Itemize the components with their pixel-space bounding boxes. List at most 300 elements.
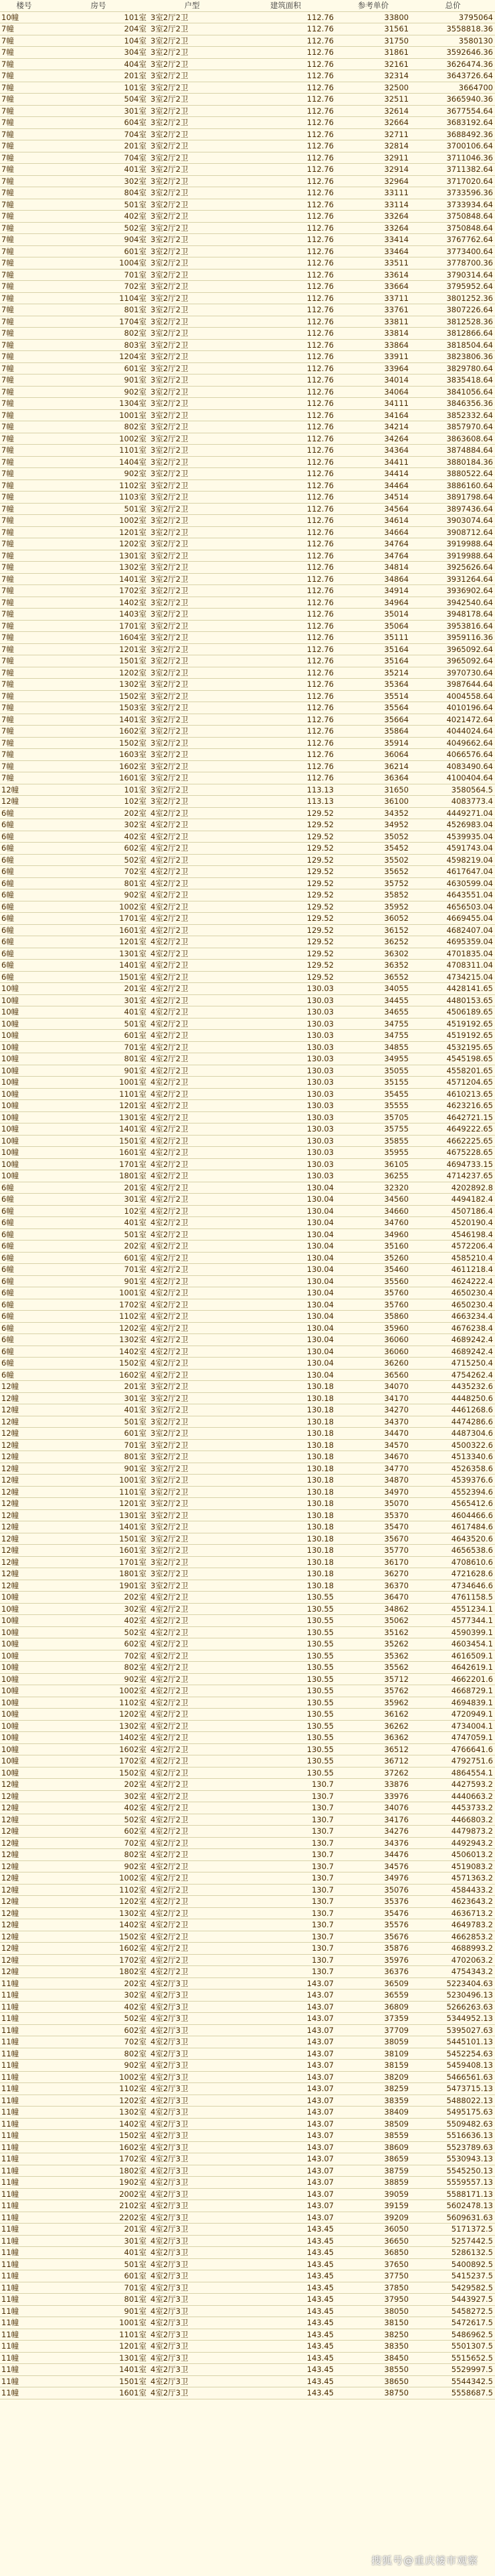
layout-cell: 4室2厅3卫 — [148, 2329, 235, 2341]
layout-cell: 4室2厅2卫 — [148, 1228, 235, 1241]
area-cell: 112.76 — [235, 281, 336, 293]
room-cell: 2102室 — [48, 2200, 148, 2212]
unit-price-cell: 34264 — [336, 433, 411, 445]
layout-cell: 3室2厅2卫 — [148, 304, 235, 316]
total-price-cell: 5515652.5 — [411, 2352, 495, 2364]
table-row — [0, 2352, 495, 2364]
room-cell: 1702室 — [48, 1755, 148, 1767]
table-row — [0, 983, 495, 995]
total-price-cell: 3818504.64 — [411, 339, 495, 351]
building-cell: 7幢 — [0, 386, 48, 398]
area-cell: 130.04 — [235, 1217, 336, 1229]
building-cell: 6幢 — [0, 924, 48, 936]
building-cell: 6幢 — [0, 877, 48, 889]
unit-price-cell: 36552 — [336, 971, 411, 983]
building-cell: 7幢 — [0, 245, 48, 257]
table-row — [0, 82, 495, 94]
building-cell: 7幢 — [0, 492, 48, 504]
layout-cell: 4室2厅2卫 — [148, 1732, 235, 1744]
layout-cell: 3室2厅2卫 — [148, 468, 235, 480]
area-cell: 130.04 — [235, 1275, 336, 1287]
unit-price-cell: 35576 — [336, 1919, 411, 1931]
table-row — [0, 2270, 495, 2282]
room-cell: 1301室 — [48, 2352, 148, 2364]
total-price-cell: 3733596.36 — [411, 187, 495, 199]
layout-cell: 3室2厅2卫 — [148, 714, 235, 726]
area-cell: 130.03 — [235, 1065, 336, 1077]
room-cell: 1002室 — [48, 901, 148, 913]
room-cell: 402室 — [48, 211, 148, 223]
unit-price-cell: 36470 — [336, 1592, 411, 1604]
building-cell: 10幢 — [0, 1077, 48, 1089]
total-price-cell: 4630599.04 — [411, 877, 495, 889]
total-price-cell: 4668729.1 — [411, 1685, 495, 1697]
building-cell: 11幢 — [0, 2387, 48, 2399]
total-price-cell: 4714237.65 — [411, 1170, 495, 1182]
area-cell: 129.52 — [235, 807, 336, 819]
area-cell: 143.07 — [235, 2141, 336, 2153]
room-cell: 1302室 — [48, 679, 148, 691]
layout-cell: 4室2厅3卫 — [148, 2305, 235, 2317]
building-cell: 7幢 — [0, 421, 48, 433]
layout-cell: 3室2厅2卫 — [148, 94, 235, 106]
unit-price-cell: 35214 — [336, 667, 411, 679]
room-cell: 301室 — [48, 994, 148, 1006]
building-cell: 12幢 — [0, 796, 48, 808]
layout-cell: 4室2厅2卫 — [148, 1919, 235, 1931]
unit-price-cell: 35670 — [336, 1533, 411, 1545]
layout-cell: 3室2厅2卫 — [148, 339, 235, 351]
room-cell: 602室 — [48, 2024, 148, 2036]
area-cell: 130.55 — [235, 1767, 336, 1779]
room-cell: 2202室 — [48, 2212, 148, 2224]
room-cell: 902室 — [48, 468, 148, 480]
total-price-cell: 4766641.6 — [411, 1743, 495, 1755]
area-cell: 130.04 — [235, 1264, 336, 1276]
area-cell: 130.04 — [235, 1252, 336, 1264]
area-cell: 112.76 — [235, 398, 336, 410]
building-cell: 12幢 — [0, 1545, 48, 1557]
total-price-cell: 5223404.63 — [411, 1977, 495, 1990]
total-price-cell: 4506189.65 — [411, 1006, 495, 1018]
total-price-cell: 4708610.6 — [411, 1556, 495, 1568]
area-cell: 130.03 — [235, 1030, 336, 1042]
area-cell: 130.7 — [235, 1814, 336, 1826]
room-cell: 1502室 — [48, 1767, 148, 1779]
unit-price-cell: 32500 — [336, 82, 411, 94]
area-cell: 130.04 — [235, 1194, 336, 1206]
area-cell: 130.55 — [235, 1720, 336, 1732]
building-cell: 12幢 — [0, 1580, 48, 1592]
table-row — [0, 655, 495, 667]
table-row — [0, 1685, 495, 1697]
layout-cell: 3室2厅2卫 — [148, 492, 235, 504]
building-cell: 6幢 — [0, 1287, 48, 1299]
room-cell: 1302室 — [48, 2107, 148, 2119]
unit-price-cell: 36214 — [336, 760, 411, 772]
unit-price-cell: 35262 — [336, 1638, 411, 1650]
room-cell: 1402室 — [48, 597, 148, 609]
unit-price-cell: 36850 — [336, 2247, 411, 2259]
table-row — [0, 1463, 495, 1475]
building-cell: 11幢 — [0, 2118, 48, 2130]
building-cell: 7幢 — [0, 58, 48, 70]
total-price-cell: 5488022.13 — [411, 2095, 495, 2107]
area-cell: 130.18 — [235, 1498, 336, 1510]
area-cell: 130.55 — [235, 1743, 336, 1755]
layout-cell: 3室2厅2卫 — [148, 1416, 235, 1428]
room-cell: 2002室 — [48, 2188, 148, 2200]
building-cell: 12幢 — [0, 1802, 48, 1814]
area-cell: 112.76 — [235, 328, 336, 340]
room-cell: 1602室 — [48, 726, 148, 738]
unit-price-cell: 32314 — [336, 70, 411, 82]
table-row — [0, 1545, 495, 1557]
unit-price-cell: 36302 — [336, 948, 411, 960]
total-price-cell: 5609631.63 — [411, 2212, 495, 2224]
room-cell: 902室 — [48, 889, 148, 901]
unit-price-cell: 35760 — [336, 1299, 411, 1311]
unit-price-cell: 36712 — [336, 1755, 411, 1767]
unit-price-cell: 36512 — [336, 1743, 411, 1755]
room-cell: 104室 — [48, 35, 148, 47]
room-cell: 1202室 — [48, 2095, 148, 2107]
area-cell: 143.07 — [235, 2083, 336, 2095]
table-row — [0, 362, 495, 374]
layout-cell: 3室2厅2卫 — [148, 117, 235, 129]
unit-price-cell: 33811 — [336, 316, 411, 328]
header-row — [0, 0, 495, 11]
unit-price-cell: 36162 — [336, 1709, 411, 1721]
total-price-cell: 5230496.13 — [411, 1990, 495, 2002]
total-price-cell: 3891798.64 — [411, 492, 495, 504]
unit-price-cell: 32511 — [336, 94, 411, 106]
unit-price-cell: 37850 — [336, 2282, 411, 2294]
table-row — [0, 2224, 495, 2236]
layout-cell: 4室2厅2卫 — [148, 1743, 235, 1755]
room-cell: 501室 — [48, 503, 148, 515]
unit-price-cell: 34411 — [336, 456, 411, 468]
layout-cell: 4室2厅3卫 — [148, 2141, 235, 2153]
layout-cell: 4室2厅2卫 — [148, 924, 235, 936]
area-cell: 112.76 — [235, 679, 336, 691]
area-cell: 129.52 — [235, 831, 336, 843]
layout-cell: 4室2厅2卫 — [148, 1311, 235, 1323]
unit-price-cell: 35064 — [336, 620, 411, 632]
unit-price-cell: 38109 — [336, 2048, 411, 2060]
room-cell: 1202室 — [48, 1896, 148, 1908]
area-cell: 112.76 — [235, 362, 336, 374]
header-area: 建筑面积 — [235, 0, 336, 11]
room-cell: 1602室 — [48, 2141, 148, 2153]
table-row — [0, 1475, 495, 1487]
total-price-cell: 4662201.6 — [411, 1673, 495, 1685]
building-cell: 12幢 — [0, 1498, 48, 1510]
unit-price-cell: 34164 — [336, 409, 411, 421]
layout-cell: 3室2厅2卫 — [148, 784, 235, 796]
layout-cell: 4室2厅2卫 — [148, 1592, 235, 1604]
layout-cell: 4室2厅3卫 — [148, 2375, 235, 2387]
total-price-cell: 4650230.4 — [411, 1287, 495, 1299]
total-price-cell: 5530943.13 — [411, 2153, 495, 2165]
table-row — [0, 1837, 495, 1849]
unit-price-cell: 35762 — [336, 1685, 411, 1697]
room-cell: 1702室 — [48, 585, 148, 597]
unit-price-cell: 38750 — [336, 2387, 411, 2399]
layout-cell: 3室2厅2卫 — [148, 726, 235, 738]
unit-price-cell: 35652 — [336, 866, 411, 878]
layout-cell: 4室2厅2卫 — [148, 1720, 235, 1732]
header-layout: 户型 — [148, 0, 235, 11]
table-row — [0, 1123, 495, 1136]
room-cell: 902室 — [48, 1673, 148, 1685]
layout-cell: 4室2厅3卫 — [148, 2095, 235, 2107]
table-row — [0, 152, 495, 164]
building-cell: 7幢 — [0, 351, 48, 363]
building-cell: 6幢 — [0, 901, 48, 913]
building-cell: 7幢 — [0, 433, 48, 445]
layout-cell: 3室2厅2卫 — [148, 421, 235, 433]
layout-cell: 3室2厅2卫 — [148, 105, 235, 117]
layout-cell: 4室2厅3卫 — [148, 2153, 235, 2165]
room-cell: 1102室 — [48, 479, 148, 492]
unit-price-cell: 32814 — [336, 140, 411, 152]
room-cell: 604室 — [48, 117, 148, 129]
total-price-cell: 4734004.1 — [411, 1720, 495, 1732]
unit-price-cell: 35514 — [336, 690, 411, 702]
room-cell: 802室 — [48, 421, 148, 433]
area-cell: 129.52 — [235, 948, 336, 960]
layout-cell: 4室2厅2卫 — [148, 1662, 235, 1674]
building-cell: 6幢 — [0, 971, 48, 983]
total-price-cell: 4643551.04 — [411, 889, 495, 901]
area-cell: 143.07 — [235, 1977, 336, 1990]
unit-price-cell: 34862 — [336, 1603, 411, 1615]
room-cell: 1401室 — [48, 1521, 148, 1533]
room-cell: 1101室 — [48, 1088, 148, 1100]
area-cell: 112.76 — [235, 35, 336, 47]
building-cell: 11幢 — [0, 2177, 48, 2189]
unit-price-cell: 34076 — [336, 1802, 411, 1814]
building-cell: 6幢 — [0, 1182, 48, 1194]
layout-cell: 4室2厅2卫 — [148, 960, 235, 972]
area-cell: 112.76 — [235, 526, 336, 538]
area-cell: 143.45 — [235, 2375, 336, 2387]
building-cell: 7幢 — [0, 597, 48, 609]
room-cell: 401室 — [48, 1006, 148, 1018]
layout-cell: 4室2厅2卫 — [148, 877, 235, 889]
total-price-cell: 3959116.36 — [411, 632, 495, 644]
area-cell: 130.7 — [235, 1943, 336, 1955]
area-cell: 130.7 — [235, 1907, 336, 1919]
building-cell: 10幢 — [0, 1615, 48, 1627]
room-cell: 1501室 — [48, 1135, 148, 1147]
table-row — [0, 936, 495, 948]
room-cell: 404室 — [48, 58, 148, 70]
area-cell: 130.18 — [235, 1416, 336, 1428]
building-cell: 12幢 — [0, 1814, 48, 1826]
unit-price-cell: 37950 — [336, 2294, 411, 2306]
area-cell: 130.03 — [235, 1041, 336, 1053]
table-row — [0, 515, 495, 527]
area-cell: 112.76 — [235, 128, 336, 140]
layout-cell: 3室2厅2卫 — [148, 573, 235, 585]
building-cell: 10幢 — [0, 994, 48, 1006]
table-row — [0, 971, 495, 983]
total-price-cell: 4610213.65 — [411, 1088, 495, 1100]
layout-cell: 4室2厅2卫 — [148, 1006, 235, 1018]
layout-cell: 3室2厅2卫 — [148, 351, 235, 363]
layout-cell: 4室2厅3卫 — [148, 2247, 235, 2259]
room-cell: 1102室 — [48, 1697, 148, 1709]
total-price-cell: 4506013.2 — [411, 1849, 495, 1861]
unit-price-cell: 34764 — [336, 550, 411, 562]
table-row — [0, 679, 495, 691]
room-cell: 1401室 — [48, 960, 148, 972]
table-row — [0, 1826, 495, 1838]
unit-price-cell: 34855 — [336, 1041, 411, 1053]
building-cell: 7幢 — [0, 140, 48, 152]
building-cell: 11幢 — [0, 2294, 48, 2306]
total-price-cell: 3683192.64 — [411, 117, 495, 129]
room-cell: 204室 — [48, 23, 148, 35]
area-cell: 143.45 — [235, 2387, 336, 2399]
layout-cell: 3室2厅2卫 — [148, 292, 235, 304]
unit-price-cell: 34755 — [336, 1030, 411, 1042]
table-row — [0, 585, 495, 597]
room-cell: 302室 — [48, 1603, 148, 1615]
room-cell: 504室 — [48, 94, 148, 106]
unit-price-cell: 38659 — [336, 2153, 411, 2165]
layout-cell: 3室2厅2卫 — [148, 1463, 235, 1475]
layout-cell: 4室2厅3卫 — [148, 2317, 235, 2329]
total-price-cell: 5545250.13 — [411, 2165, 495, 2177]
unit-price-cell: 35362 — [336, 1650, 411, 1662]
layout-cell: 4室2厅3卫 — [148, 2258, 235, 2270]
room-cell: 1002室 — [48, 1872, 148, 1885]
unit-price-cell: 32711 — [336, 128, 411, 140]
room-cell: 1301室 — [48, 550, 148, 562]
unit-price-cell: 36262 — [336, 1720, 411, 1732]
total-price-cell: 4466803.2 — [411, 1814, 495, 1826]
building-cell: 11幢 — [0, 2305, 48, 2317]
total-price-cell: 4649222.65 — [411, 1123, 495, 1136]
building-cell: 12幢 — [0, 1533, 48, 1545]
building-cell: 7幢 — [0, 445, 48, 457]
building-cell: 11幢 — [0, 1977, 48, 1990]
area-cell: 130.04 — [235, 1369, 336, 1381]
layout-cell: 4室2厅3卫 — [148, 2282, 235, 2294]
building-cell: 11幢 — [0, 2270, 48, 2282]
table-row — [0, 1849, 495, 1861]
unit-price-cell: 38159 — [336, 2060, 411, 2072]
area-cell: 112.76 — [235, 550, 336, 562]
building-cell: 12幢 — [0, 1392, 48, 1404]
building-cell: 7幢 — [0, 164, 48, 176]
layout-cell: 3室2厅2卫 — [148, 1486, 235, 1498]
unit-price-cell: 32914 — [336, 164, 411, 176]
building-cell: 7幢 — [0, 503, 48, 515]
room-cell: 701室 — [48, 1439, 148, 1451]
layout-cell: 4室2厅2卫 — [148, 1954, 235, 1966]
room-cell: 1304室 — [48, 398, 148, 410]
unit-price-cell: 35502 — [336, 854, 411, 866]
total-price-cell: 3880522.64 — [411, 468, 495, 480]
total-price-cell: 5171372.5 — [411, 2224, 495, 2236]
area-cell: 143.07 — [235, 2153, 336, 2165]
layout-cell: 4室2厅2卫 — [148, 1147, 235, 1159]
building-cell: 12幢 — [0, 1849, 48, 1861]
layout-cell: 4室2厅3卫 — [148, 2036, 235, 2048]
room-cell: 601室 — [48, 1252, 148, 1264]
room-cell: 802室 — [48, 328, 148, 340]
building-cell: 6幢 — [0, 1369, 48, 1381]
total-price-cell: 5257442.5 — [411, 2235, 495, 2247]
room-cell: 901室 — [48, 1275, 148, 1287]
layout-cell: 4室2厅2卫 — [148, 1837, 235, 1849]
table-row — [0, 1884, 495, 1896]
table-row — [0, 1943, 495, 1955]
building-cell: 10幢 — [0, 1170, 48, 1182]
table-row — [0, 1626, 495, 1638]
room-cell: 1602室 — [48, 760, 148, 772]
table-row — [0, 1439, 495, 1451]
room-cell: 1602室 — [48, 1369, 148, 1381]
area-cell: 112.76 — [235, 690, 336, 702]
building-cell: 6幢 — [0, 960, 48, 972]
building-cell: 12幢 — [0, 1521, 48, 1533]
area-cell: 130.18 — [235, 1475, 336, 1487]
building-cell: 11幢 — [0, 2282, 48, 2294]
total-price-cell: 3835418.64 — [411, 374, 495, 387]
total-price-cell: 3880184.36 — [411, 456, 495, 468]
building-cell: 10幢 — [0, 1685, 48, 1697]
layout-cell: 3室2厅2卫 — [148, 597, 235, 609]
table-row — [0, 1006, 495, 1018]
building-cell: 6幢 — [0, 831, 48, 843]
total-price-cell: 5472617.5 — [411, 2317, 495, 2329]
total-price-cell: 4494182.4 — [411, 1194, 495, 1206]
unit-price-cell: 36255 — [336, 1170, 411, 1182]
total-price-cell: 4519192.65 — [411, 1018, 495, 1030]
total-price-cell: 3580564.5 — [411, 784, 495, 796]
total-price-cell: 4656538.6 — [411, 1545, 495, 1557]
unit-price-cell: 35755 — [336, 1123, 411, 1136]
total-price-cell: 4754343.2 — [411, 1966, 495, 1978]
unit-price-cell: 34970 — [336, 1486, 411, 1498]
building-cell: 6幢 — [0, 913, 48, 925]
room-cell: 704室 — [48, 128, 148, 140]
building-cell: 10幢 — [0, 1053, 48, 1065]
room-cell: 902室 — [48, 2060, 148, 2072]
room-cell: 1701室 — [48, 620, 148, 632]
room-cell: 902室 — [48, 386, 148, 398]
layout-cell: 4室2厅2卫 — [148, 1334, 235, 1346]
layout-cell: 3室2厅2卫 — [148, 796, 235, 808]
area-cell: 143.45 — [235, 2364, 336, 2376]
area-cell: 130.18 — [235, 1509, 336, 1521]
area-cell: 112.76 — [235, 620, 336, 632]
table-row — [0, 1252, 495, 1264]
room-cell: 501室 — [48, 2258, 148, 2270]
layout-cell: 4室2厅3卫 — [148, 1990, 235, 2002]
table-row — [0, 1381, 495, 1393]
total-price-cell: 3852332.64 — [411, 409, 495, 421]
unit-price-cell: 33511 — [336, 257, 411, 270]
room-cell: 1501室 — [48, 1533, 148, 1545]
building-cell: 11幢 — [0, 2317, 48, 2329]
unit-price-cell: 33864 — [336, 339, 411, 351]
